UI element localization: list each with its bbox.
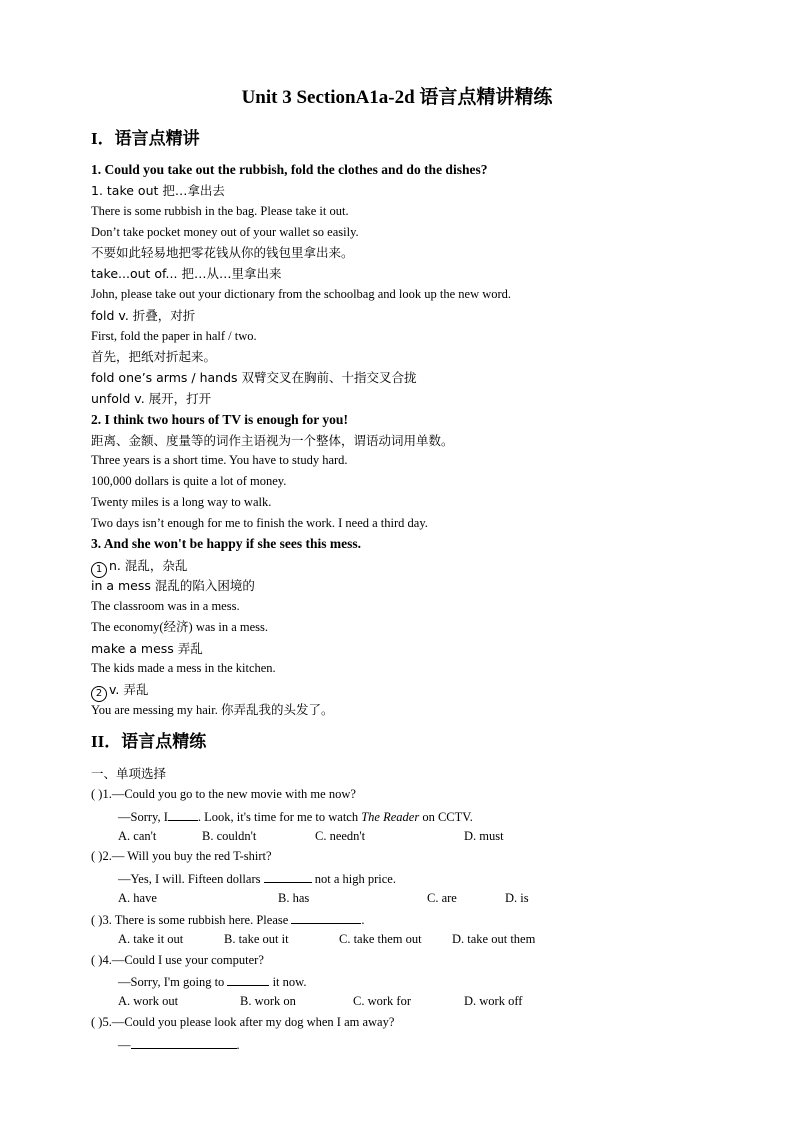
text-line: There is some rubbish in the bag. Please take it out. — [91, 204, 349, 218]
question-text: not a high price. — [311, 872, 396, 886]
text-line: Don’t take pocket money out of your wallet so easily. — [91, 225, 359, 239]
text-line — [91, 557, 187, 578]
question-text: . Look, it's time for me to watch — [197, 810, 362, 824]
option-d[interactable]: D. work off — [464, 994, 523, 1008]
question-heading-3: 3. And she won't be happy if she sees this mess. — [91, 536, 362, 551]
question-text: —Sorry, I — [118, 810, 168, 824]
text-line: 首先，把纸对折起来。 — [91, 349, 217, 364]
text-line: take...out of... 把…从…里拿出来 — [91, 266, 282, 281]
option-c[interactable]: C. needn't — [315, 829, 366, 843]
question-text: on CCTV. — [419, 810, 473, 824]
section-heading-2: II．语言点精练 — [91, 732, 207, 751]
option-b[interactable]: B. work on — [240, 994, 296, 1008]
text-line: Three years is a short time. You have to study hard. — [91, 453, 348, 467]
answer-blank[interactable] — [227, 972, 269, 986]
text-line: make a mess 弄乱 — [91, 641, 203, 656]
text-line: The classroom was in a mess. — [91, 599, 240, 613]
option-b[interactable]: B. couldn't — [202, 829, 257, 843]
text-line: Two days isn’t enough for me to finish the work. I need a third day. — [91, 516, 428, 530]
option-d[interactable]: D. is — [505, 891, 529, 905]
question-text: . — [361, 913, 365, 927]
answer-paren[interactable]: ( ) — [91, 787, 103, 801]
page-title: Unit 3 SectionA1a-2d 语言点精讲精练 — [241, 87, 553, 108]
question-stem: 3. There is some rubbish here. Please — [102, 913, 292, 927]
subsection-heading: 一、单项选择 — [91, 766, 167, 781]
text-line: You are messing my hair. 你弄乱我的头发了。 — [91, 703, 334, 717]
option-a[interactable]: A. have — [118, 891, 157, 905]
question-item-1 — [91, 786, 356, 803]
text-line: in a mess 混乱的陷入困境的 — [91, 578, 255, 593]
option-a[interactable]: A. can't — [118, 829, 157, 843]
option-b[interactable]: B. has — [278, 891, 310, 905]
text-line: 不要如此轻易地把零花钱从你的钱包里拿出来。 — [91, 245, 354, 260]
question-heading-1: 1. Could you take out the rubbish, fold the clothes and do the dishes? — [91, 162, 488, 177]
definition-text: n. 混乱，杂乱 — [109, 558, 188, 573]
text-line: 距离、金额、度量等的词作主语视为一个整体，谓语动词用单数。 — [91, 433, 454, 448]
text-line: John, please take out your dictionary from the schoolbag and look up the new word. — [91, 287, 512, 301]
question-stem: 5.—Could you please look after my dog when I am away? — [102, 1015, 395, 1029]
definition-text: v. 弄乱 — [109, 682, 149, 697]
question-text: it now. — [269, 975, 307, 989]
option-c[interactable]: C. are — [427, 891, 457, 905]
option-c[interactable]: C. work for — [353, 994, 411, 1008]
question-stem: 4.—Could I use your computer? — [102, 953, 264, 967]
text-line: 100,000 dollars is quite a lot of money. — [91, 474, 287, 488]
option-b[interactable]: B. take out it — [224, 932, 289, 946]
answer-paren[interactable]: ( ) — [91, 1015, 103, 1029]
question-text: . — [236, 1038, 240, 1052]
question-text: —Sorry, I'm going to — [118, 975, 228, 989]
question-stem: 1.—Could you go to the new movie with me now? — [102, 787, 356, 801]
question-stem: 2.— Will you buy the red T-shirt? — [102, 849, 272, 863]
circled-number: 1 — [91, 562, 107, 578]
question-line — [118, 972, 306, 991]
circled-number: 2 — [91, 686, 107, 702]
option-a[interactable]: A. work out — [118, 994, 179, 1008]
question-line — [118, 869, 396, 888]
text-line: fold one’s arms / hands 双臂交叉在胸前、十指交叉合拢 — [91, 370, 417, 385]
text-line: The economy(经济) was in a mess. — [91, 620, 269, 634]
option-d[interactable]: D. must — [464, 829, 504, 843]
question-item-4 — [91, 952, 264, 969]
text-line: Twenty miles is a long way to walk. — [91, 495, 272, 509]
answer-paren[interactable]: ( ) — [91, 953, 103, 967]
text-line: unfold v. 展开，打开 — [91, 391, 212, 406]
question-item-3 — [91, 910, 365, 929]
answer-paren[interactable]: ( ) — [91, 849, 103, 863]
text-line: First, fold the paper in half / two. — [91, 329, 257, 343]
option-a[interactable]: A. take it out — [118, 932, 184, 946]
text-line: The kids made a mess in the kitchen. — [91, 661, 276, 675]
answer-blank[interactable] — [168, 807, 198, 821]
question-text: —Yes, I will. Fifteen dollars — [118, 872, 264, 886]
text-line — [91, 681, 148, 702]
answer-blank[interactable] — [264, 869, 312, 883]
text-line: fold v. 折叠，对折 — [91, 308, 196, 323]
question-item-5 — [91, 1014, 394, 1031]
text-line: 1. take out 把…拿出去 — [91, 183, 225, 198]
question-item-2 — [91, 848, 272, 865]
question-line — [118, 1035, 240, 1054]
answer-blank[interactable] — [291, 910, 361, 924]
question-line — [118, 807, 473, 826]
option-c[interactable]: C. take them out — [339, 932, 422, 946]
answer-blank[interactable] — [131, 1035, 237, 1049]
section-heading-1: I．语言点精讲 — [91, 129, 200, 148]
question-title-italic: The Reader — [361, 810, 420, 824]
option-d[interactable]: D. take out them — [452, 932, 536, 946]
answer-paren[interactable]: ( ) — [91, 913, 103, 927]
question-text: — — [118, 1038, 131, 1052]
question-heading-2: 2. I think two hours of TV is enough for you! — [91, 412, 348, 427]
